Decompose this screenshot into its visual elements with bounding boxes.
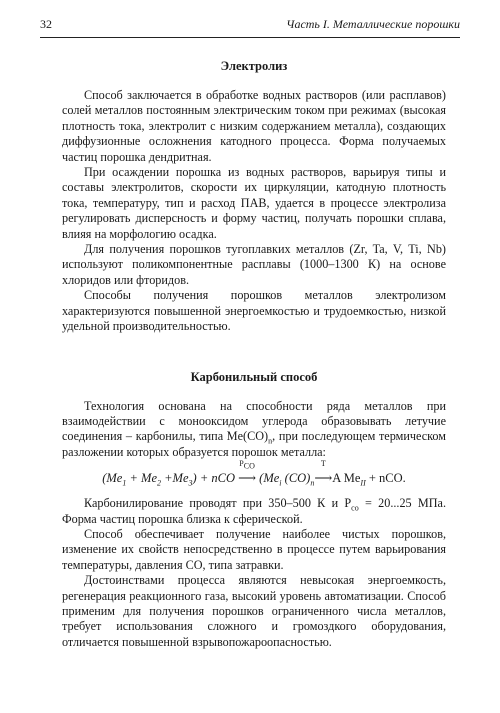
paragraph: При осаждении порошка из водных растворов, варьируя типы и составы электролитов, скорости их циркуляции, катодную плотность тока, температуру, тип и расход ПАВ, удается в процессе электролиза регулировать дисперсность и форму частиц, получать порошки сплава, влияя на морфологию осадка. [62,165,446,241]
page-content [62,58,446,650]
running-title: Часть I. Металлические порошки [286,17,460,31]
decomposition-arrow: T ⟶ [314,459,333,486]
paragraph: Для получения порошков тугоплавких металлов (Zr, Ta, V, Ti, Nb) используют поликомпонентные расплавы (1000–1300 К) на основе хлоридов или фторидов. [62,242,446,287]
paragraph: Способ заключается в обработке водных растворов (или расплавов) солей металлов постоянным электрическим током при режимах (высокая плотность тока, электролит с низким содержанием металла), создающих диффузионные осложнения катодного процесса. Форма получаемых частиц порошка дендритная. [62,88,446,164]
page-number: 32 [40,17,52,31]
paragraph: Карбонилирование проводят при 350–500 К и $P_{co} = 20...25$ МПа. Форма частиц порошка близка к сферической. [62,496,447,526]
reaction-formula: $(Me_1 + Me_2 +Me_3)$ + nCO $P_{CO}$ ⟶ ($Me_i$ $(CO)_n$ T ⟶A $Me_{II}$ + nCO. [102,459,406,488]
header-rule [40,37,460,38]
reaction-arrow: $P_{CO}$ ⟶ [238,459,257,486]
paragraph: Достоинствами процесса являются невысокая энергоемкость, регенерация реакционного газа, высокий уровень автоматизации. Способ применим для получения порошков ограниченного числа металлов, требует использования сложного и громоздкого оборудования, отличается повышенной взрывопожароопасностью. [62,573,446,649]
running-header [40,14,460,34]
section-title-electrolysis: Электролиз [220,59,288,73]
section-title-carbonyl: Карбонильный способ [190,369,318,384]
paragraph: Способы получения порошков металлов электролизом характеризуются повышенной энергоемкостью и трудоемкостью, низкой удельной производительностью. [62,288,446,334]
paragraph: Способ обеспечивает получение наиболее чистых порошков, изменение их свойств непосредственно в процессе путем варьирования температуры, давления CO, типа затравки. [62,526,446,572]
paragraph: Технология основана на способности ряда металлов при взаимодействии с монооксидом углерода образовывать летучие соединения – карбонилы, типа $Me(CO)_n$, при последующем термическом разложении которых образуется порошок металла: [62,398,446,459]
